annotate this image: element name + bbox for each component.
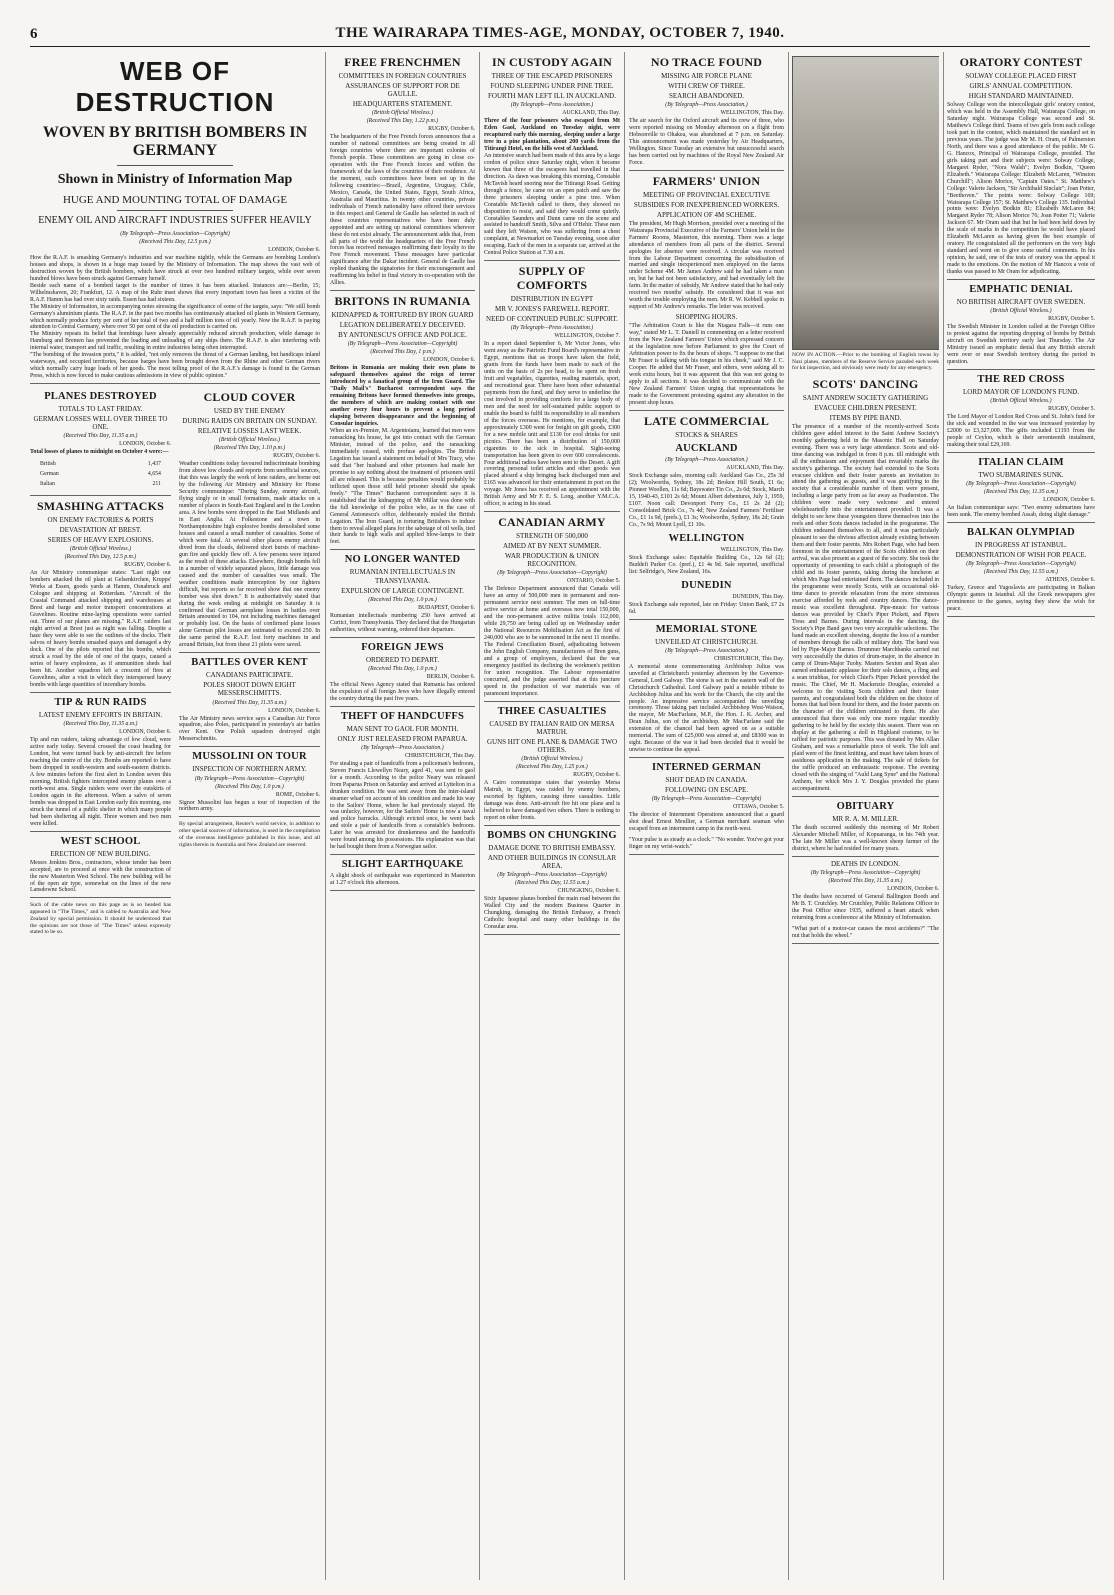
column-rule — [479, 52, 480, 1580]
article-subhead: RELATIVE LOSSES LAST WEEK. — [197, 427, 302, 436]
received-line: (Received This Day, 11.35 a.m.) — [984, 489, 1058, 496]
article-headline: MUSSOLINI ON TOUR — [192, 751, 307, 763]
paragraph: Beside each name of a bombed target is the number of times it has been attacked. Instances are:—Berlin, 15; Wilhelmshaven, 20; Frankfurt, 12. A map of the Ruhr inset shows that every important town has been a victim of the R.A.F. Hamm has had over sixty raids. Essen has had sixteen. — [30, 282, 320, 303]
article-subhead: USED BY THE ENEMY — [213, 407, 286, 416]
article-headline: SUPPLY OF COMFORTS — [516, 264, 588, 293]
dateline: DUNEDIN, This Day. — [732, 593, 784, 600]
paragraph: A Cairo communique states that yesterday Mersa Matruh, in Egypt, was raided by enemy bombers, escorted by fighters, causing three casualties. Little damage was done. Anti-aircraft fire hit one plane and is believed to have damaged two others. There is nothing to report on other fronts. — [484, 780, 620, 821]
paragraph: The Ministry of Information, in accompanying notes stressing the significance of some of the targets, says: "We still bomb Germany's aluminium plants. The R.A.F. in the past two months has continuously attacked oil plants in Western Germany, which normally produce forty per cent of her total of two and a half million tons of oil yearly. Now the R.A.F. is paying attention to Central Germany, where over 50 per cent of the oil production is carried on. — [30, 303, 320, 331]
article-headline: SMASHING ATTACKS — [36, 499, 165, 514]
table-cell: German — [40, 471, 59, 478]
article-subhead: SHOT DEAD IN CANADA. — [665, 776, 748, 785]
article-headline: DEATHS IN LONDON. — [830, 860, 901, 869]
column-1 — [30, 52, 320, 1580]
credit-line: (By Telegraph—Press Association.) — [510, 101, 594, 108]
dateline: ATHENS, October 6. — [1045, 577, 1095, 584]
dateline: ROME, October 6. — [275, 791, 320, 798]
dateline: LONDON, October 6. — [1043, 497, 1095, 504]
paragraph: Turkey, Greece and Yugoslavia are participating in Balkan Olympic games in Istanbul. All the Greek newspapers give prominence to the games, saying they show the wish for peace. — [947, 585, 1095, 613]
received-line: (Received This Day, 1.22 p.m.) — [366, 117, 439, 124]
article-headline: BATTLES OVER KENT — [191, 657, 308, 669]
article-subhead: DAMAGE DONE TO BRITISH EMBASSY. — [488, 843, 616, 852]
column-4 — [629, 52, 784, 1580]
sub-columns — [30, 387, 320, 941]
credit-line: (By Telegraph—Press Association.) — [361, 744, 444, 751]
article-subhead: ENEMY OIL AND AIRCRAFT INDUSTRIES SUFFER HEAVILY — [38, 214, 312, 226]
paragraph: The Lord Mayor of London Red Cross and St. John's fund for the sick and wounded in the war was increased yesterday by £2000 to £3,327,000. The gifts included £1193 from the people of Ceylon, which is their seventeenth instalment, making their total £29,169. — [947, 414, 1095, 449]
credit-line: (British Official Wireless.) — [990, 308, 1052, 315]
article-tip-and-run — [30, 697, 171, 832]
article-in-custody-again — [484, 56, 620, 261]
dateline: CHUNGKING, October 6. — [557, 888, 620, 895]
article-planes-destroyed — [30, 391, 171, 496]
paragraph: The Defence Department announced that Canada will have an army of 500,000 men in permanent and non-permanent service next summer. The men on full-time active service at home and overseas now total 150,000, and the non-permanent active militia totals 112,000, while 29,750 are being called up on Wednesday under the National Resources Mobilisation Act as the first of 240,000 who are to be summoned in the next 11 months. The Federal Conciliation Board, adjudicating between the John English Company, manufacturers of Bren guns, and a group of employees, declared that the war emergency justified its declining the workmen's petition for union recognition. The Labour representative concurred, and the judge asserted that at this juncture speed in the production of war materials was of paramount importance. — [484, 586, 620, 697]
section-heading: DUNEDIN — [681, 579, 732, 591]
table-cell: Italian — [40, 481, 55, 488]
article-headline: CANADIAN ARMY — [498, 515, 606, 530]
credit-line: (By Telegraph—Press Association.) — [510, 325, 594, 332]
paragraph: For stealing a pair of handcuffs from a policeman's bedroom, Steven Francis Llewellyn Neary, aged 41, was sent to gaol for a month. According to the police Neary was released from Paparua Prison on Saturday and arrived at Lyttelton in a drunken condition. He was sent away from the inter-island steamer wharf on account of his condition and made his way to the Sailors' Home, where he had previously stayed. He was unlucky, however, for the Sailors' Home is now a naval and police barracks. Although evicted once, he went back and stole a pair of handcuffs from a constable's bedroom. Later he was arrested for drunkenness and the handcuffs were found among his possessions. His explanation was that he had bought them from a Norwegian sailor. — [330, 760, 475, 851]
masthead — [30, 24, 1090, 47]
article-subhead: NEED OF CONTINUED PUBLIC SUPPORT. — [486, 315, 618, 323]
dateline: AUCKLAND, This Day. — [562, 109, 620, 116]
article-headline: CLOUD COVER — [203, 390, 296, 405]
article-subhead: POLES SHOOT DOWN EIGHT MESSERSCHMITTS. — [203, 681, 296, 698]
credit-line: (British Official Wireless.) — [371, 109, 434, 116]
dateline: RUGBY, October 6. — [124, 562, 171, 569]
paragraph: Signor Mussolini has begun a tour of inspection of the northern army. — [179, 799, 320, 813]
article-headline: NO TRACE FOUND — [650, 55, 763, 69]
paragraph: An Air Ministry communique states: "Last night our bombers attacked the oil plant at Gelsenkirchen, Krupps' Works at Essen, goods yards at Hamm, Osnabruck and Cologne and shipping at Rotterdam. "Aircraft of the Coastal Command attacked shipping and warehouses at Brest and barge and motor transport concentrations at Gravelines. Routine mine-laying operations were carried out. Three of our planes are missing." R.A.F. raiders last night arrived at Brest just as night was falling. Despite a haze they were able to see the outlines of the docks. Their salvos of heavy bombs smashed quays and damaged a dry dock. One of the pilots reported that his bombs, which struck a road by the side of one of the quays, caused a series of heavy explosions, as if ammunition sheds had been hit. Another squadron left a crescent of fires at Gravelines, after a visit in which they interspersed heavy bombs with large quantities of incendiary bombs. — [30, 570, 171, 688]
credit-line: (By Telegraph—Press Association—Copyright) — [347, 341, 458, 348]
article-subhead: LORD MAYOR OF LONDON'S FUND. — [963, 388, 1079, 397]
sub-column-right — [179, 387, 320, 941]
received-line: (Received This Day, 12.5 p.m.) — [64, 554, 137, 561]
article-subhead: CAUSED BY ITALIAN RAID ON MERSA MATRUH. — [489, 719, 615, 736]
divider — [117, 165, 233, 166]
paragraph: The director of Internment Operations announced that a guard shot dead Ernest Meullier, a German merchant seaman who escaped from an internment camp in the north-west. — [629, 812, 784, 833]
column-rule — [788, 52, 789, 1580]
paragraph: Three of the four prisoners who escaped from Mt Eden Gaol, Auckland on Tuesday night, were recaptured early this morning, sleeping under a large tree in a pine plantation, about 200 yards from the Titirangi Hotel, on the hills west of Auckland. — [484, 117, 620, 152]
column-rule — [325, 52, 326, 1580]
article-subhead: HIGH STANDARD MAINTAINED. — [968, 91, 1074, 100]
paragraph: A slight shock of earthquake was experienced in Masterton at 1.27 o'clock this afternoon. — [330, 873, 475, 887]
section-heading: WELLINGTON — [668, 532, 745, 544]
article-late-commercial — [629, 415, 784, 620]
article-subhead: CANADIANS PARTICIPATE. — [206, 671, 293, 680]
paragraph: Sixty Japanese planes bombed the main road between the Walled City and the modern Business Quarter in Chungking, damaging the British Embassy, a French Catholic hospital and many other buildings in the Consular area. — [484, 896, 620, 930]
article-headline: FREE FRENCHMEN — [344, 55, 461, 69]
credit-line: (By Telegraph—Press Association—Copyright) — [966, 561, 1076, 568]
received-line: (Received This Day, 1.10 p.m.) — [213, 445, 286, 452]
paragraph: The death occurred suddenly this morning of Mr Robert Alexander Mitchell Miller, of Kopuaranga, in his 74th year. The late Mr Miller was a well-known sheep farmer of the district, where he had resided for many years. — [792, 825, 939, 853]
dateline: LONDON, October 6. — [119, 441, 171, 448]
table-row — [39, 470, 162, 478]
article-subhead: RUMANIAN INTELLECTUALS IN TRANSYLVANIA. — [349, 568, 456, 585]
dateline: WELLINGTON, October 7. — [554, 333, 620, 340]
footnote: By special arrangement, Reuter's world service, in addition to other special sources of information, is used in the compilation of the overseas intelligence published in this issue, and all rights therein in Australia and New Zealand are reserved. — [179, 821, 320, 848]
credit-line: (British Official Wireless.) — [69, 546, 132, 553]
article-headline: ITALIAN CLAIM — [978, 457, 1064, 469]
column-rule — [624, 52, 625, 1580]
article-west-school — [30, 836, 171, 899]
article-subhead: LEGATION DELIBERATELY DECEIVED. — [339, 321, 466, 330]
article-headline: IN CUSTODY AGAIN — [492, 55, 612, 69]
paragraph: The deaths have occurred of General Ballington Booth and Mr B. T. Crutchley. Mr Crutchley, Public Relations Officer to the Post Office since 1935, suffered a heart attack when returning from a conference at the Ministry of Information. — [792, 894, 939, 921]
article-subhead: EXPULSION OF LARGE CONTINGENT. — [341, 586, 464, 595]
article-subhead: FOUND SLEEPING UNDER PINE TREE. — [490, 81, 614, 90]
paragraph: Britons in Rumania are making their own plans to safeguard themselves against the reign of terror introduced by a fanatical group of the Iron Guard. The "Daily Mail's" Bucharest correspondent says the remaining Britons have formed themselves into groups, the members of which are making contact with one another every four hours to prevent a long period elapsing between disappearance and the beginning of Consular inquiries. — [330, 365, 475, 427]
divider — [117, 210, 233, 211]
paragraph: Rumanian intellectuals numbering 250 have arrived at Curtici, from Transylvania. They declared that the Hungarian authorities, without warning, ordered their departure. — [330, 612, 475, 633]
article-subhead: IN PROGRESS AT ISTANBUL. — [975, 541, 1067, 550]
credit-line: (British Official Wireless.) — [990, 398, 1052, 405]
column-3 — [484, 52, 620, 1580]
sub-column-left — [30, 387, 171, 941]
credit-line: (By Telegraph—Press Association.) — [665, 456, 748, 463]
credit-line: (British Official Wireless.) — [521, 756, 583, 763]
received-line: (Received This Day, 12.5 p.m.) — [139, 238, 211, 245]
article-headline: BALKAN OLYMPIAD — [967, 527, 1075, 539]
table-row — [39, 480, 162, 488]
article-subhead: MR R. A. M. MILLER. — [832, 815, 899, 824]
article-subhead: UNVEILED AT CHRISTCHURCH. — [655, 637, 758, 646]
paragraph: "Your pulse is as steady as a clock." "No wonder. You've got your finger on my wrist-watch." — [629, 837, 784, 851]
credit-line: (By Telegraph—Press Association—Copyright) — [497, 570, 607, 577]
dateline: ONTARIO, October 5. — [567, 578, 620, 585]
credit-line: (By Telegraph—Press Association—Copyright) — [651, 796, 762, 803]
article-theft-of-handcuffs — [330, 711, 475, 856]
photo-caption: NOW IN ACTION.—Prior to the bombing of English towns by Nazi planes, members of the Reserve Service paraded each week for kit inspection, and obviously were ready for any emergency. — [792, 352, 939, 372]
article-slight-earthquake — [330, 859, 475, 891]
paragraph: An intensive search had been made of this area by a large cordon of police since Saturday night, when it became known that three of the escapees had travelled in that direction. As dawn was breaking this morning, Constable McTavish heard snoring near the Titirangi Road. Getting through a fence, he came on an open patch and saw the three prisoners sleeping under a pine tree. When Constable McTavish called to them, they showed no disposition to resist, and said they would come quietly. Constables Saunders and Dunn came on the scene and assisted to handcuff Smith, Silva and O'Hehir. These men said they left Watson, who was suffering from a chest complaint, at Newmarket on Tuesday evening, soon after escaping. Each of the men in a separate car, arrived at the Central Police Station at 7.30 a.m. — [484, 152, 620, 257]
article-headline: TIP & RUN RAIDS — [54, 696, 147, 708]
article-subhead: WOVEN BY BRITISH BOMBERS IN GERMANY — [42, 124, 308, 160]
article-subhead: DEMONSTRATION OF WISH FOR PEACE. — [955, 551, 1087, 560]
credit-line: (By Telegraph—Press Association—Copyright) — [120, 230, 230, 237]
received-line: (Received This Day, 11.35 a.m.) — [63, 720, 138, 727]
article-headline: WEB OF DESTRUCTION — [75, 56, 275, 117]
article-smashing-attacks — [30, 500, 171, 692]
paragraph: Weather conditions today favoured indiscriminate bombing from above low clouds and reports from unofficial sources, that this was largely the work of lone raiders, are borne out by the following Air Ministry and Ministry for Home Security communique: "During Sunday, enemy aircraft, flying singly or in small formations, made attacks on a number of places in South-East England and in the London area. A few bombs were dropped in the East Midlands and in East Anglia. At Folkestone and a town in Northamptonshire high explosive bombs demolished some houses and caused a small number of casualties. Some of which were fatal. At several other places enemy aircraft dived from the clouds, delivered short bursts of machine-gun fire and quickly flew off. A few persons were injured as the result of these attacks. Elsewhere, though bombs fell in a number of widely separated places, little damage was caused and the number of casualties was small. The weather conditions made interception by our fighters difficult, but reports so far received show that one enemy bomber was shot down." It is authoritatively stated that during the week ending at midnight on Saturday it is confirmed that German aeroplane losses in battles over Britain amounted to 104, not including machines damaged or probably lost. On the basis of confirmed plane losses alone German pilot losses are estimated to exceed 250. In the same period the R.A.F. lost forty machines in and around Britain, but from these 21 pilots were saved. — [179, 461, 320, 649]
article-subhead: TOTALS TO LAST FRIDAY. — [58, 405, 143, 414]
article-no-longer-wanted — [330, 554, 475, 637]
article-subhead: SEARCH ABANDONED. — [668, 91, 745, 100]
credit-line: (By Telegraph—Press Association.) — [665, 647, 748, 654]
newspaper-title: THE WAIRARAPA TIMES-AGE, MONDAY, OCTOBER 7, 1940. — [335, 25, 785, 41]
received-line: (Received This Day, 1.0 p.m.) — [215, 783, 284, 790]
paragraph: "The bombing of the invasion ports," it is added, "not only removes the threat of a German landing, but handicaps inland waterways, and occupied territories, because barges have been brought down from the Rhine and other German rivers which normally carry huge loads of her goods. The most telling proof of the R.A.F.'s damage is found in the German Press, which is now forced to make cautious admissions in view of public opinion." — [30, 352, 320, 380]
article-subhead: ONLY JUST RELEASED FROM PAPARUA. — [337, 734, 468, 743]
dateline: RUGBY, October 6. — [573, 772, 620, 779]
column-5 — [792, 52, 939, 1580]
paragraph: The official News Agency stated that Rumania has ordered the expulsion of all foreign Jews who have illegally entered the country during the past five years. — [330, 681, 475, 702]
article-deaths-in-london — [792, 860, 939, 944]
article-subhead: HEADQUARTERS STATEMENT. — [352, 99, 453, 108]
paragraph: Stock Exchange sales: Equitable Building Co., 12s 6d (2); Buddefi Parker Co. (pref.), £1 4s 9d. Sale reported, unofficial list: Selfridge's, New Zealand, 16s. — [629, 554, 784, 575]
received-line: (Received This Day, 11.55 a.m.) — [984, 569, 1058, 576]
article-headline: ORATORY CONTEST — [959, 55, 1083, 69]
dateline: RUGBY, October 5. — [1048, 316, 1095, 323]
article-free-frenchmen — [330, 56, 475, 291]
article-subhead: ORDERED TO DEPART. — [365, 655, 440, 664]
article-obituary — [792, 801, 939, 857]
dateline: RUGBY, October 5. — [1048, 406, 1095, 413]
received-line: (Received This Day, 1.0 p.m.) — [368, 665, 437, 672]
credit-line: (British Official Wireless.) — [218, 437, 281, 444]
dateline: RUGBY, October 6. — [428, 125, 475, 132]
received-line: (Received This Day, 11.35 a.m.) — [212, 699, 287, 706]
article-headline: SCOTS' DANCING — [812, 376, 919, 391]
article-headline: BOMBS ON CHUNGKING — [487, 829, 617, 841]
table-cell: British — [40, 461, 56, 468]
section-heading: AUCKLAND — [675, 442, 738, 454]
article-subhead: THREE OF THE ESCAPED PRISONERS — [491, 71, 613, 80]
paragraph: The air search for the Oxford aircraft and its crew of three, who were reported missing on Monday afternoon on a flight from Hobsonville to Ohakea, was abandoned at 7 p.m. on Saturday. This announcement was made yesterday by Air Headquarters, Wellington. Since Tuesday an extensive but unsuccessful search has been carried out by machines of the Royal New Zealand Air Force. — [629, 117, 784, 166]
dateline: BUDAPEST, October 6. — [418, 604, 475, 611]
article-headline: FARMERS' UNION — [652, 173, 761, 188]
article-subhead: EVACUEE CHILDREN PRESENT. — [814, 403, 917, 412]
paragraph: Stock Exchange sale reported, late on Friday: Union Bank, £7 2s 6d. — [629, 601, 784, 615]
credit-line: (By Telegraph—Press Association—Copyright) — [497, 872, 607, 879]
paragraph: Total losses of planes to midnight on October 4 were:— — [30, 449, 169, 456]
article-emphatic-denial — [947, 284, 1095, 370]
received-line: (Received This Day, 11.55 a.m.) — [515, 880, 589, 887]
paragraph: When an ex-Premier, M. Argentoianu, learned that men were ransacking his house, he got into contact with the German Minister, instead of the police, and the ransacking immediately ceased, with profuse apologies. The British Legation has issued a statement on behalf of Mrs Tracy, who said that "her husband and other prisoners had made her promise to say nothing about the treatment of prisoners until all are released. This is because penalties would probably be inflicted upon those still held prisoner should she speak freely." "The Times" Bucharest correspondent says it is established that the kidnapping of Mr Millar was done with the full knowledge of the police who, as in the case of General Antonescu's office, deliberately misled the British Legation. The Iron Guard, in torturing Britishers to induce them to reveal alleged plans for the sabotage of oil wells, tied their hands to high walls and applied blow-lamps to their feet. — [330, 427, 475, 546]
received-line: (Received This Day, 1 p.m.) — [370, 349, 435, 356]
article-headline: THEFT OF HANDCUFFS — [340, 710, 465, 722]
table-cell: 211 — [152, 481, 161, 488]
paragraph: The Air Ministry news service says a Canadian Air Force squadron, also Poles, participated in yesterday's air battles over Kent. One Polish squadron destroyed eight Messerschmitts. — [179, 715, 320, 743]
received-line: (Received This Day, 1.25 p.m.) — [516, 764, 588, 771]
article-subhead: TWO SUBMARINES SUNK. — [978, 471, 1064, 480]
article-headline: OBITUARY — [836, 801, 895, 813]
paragraph: "What part of a motor-car causes the most accidents?" "The nut that holds the wheel." — [792, 925, 939, 939]
paragraph: Stock Exchange sales, morning call: Auckland Gas Co., 25s 3d (2); Woolworths, Sydney, 18s 2d; Broken Hill South, £1 6s; Pioneer Woollen, 11s 6d; Bayswater Tin Co., 2s 6d; Stock, March 15, 1940-43, £101 2s 6d; Mount Albert debentures, July 1, 1959, £107. Noon call: Devonport Ferry Co., £1 2s 2d (2); Consolidated Brick Co., 7s 4d; New Zealand Farmers' Fertiliser Co., £1 1s 9d, (prefs.), £1 3s; Woolworths, Sydney, 18s 2d; Grain Co., 7s 9d; Mount Lyell, £1 10s. — [629, 472, 784, 528]
article-three-casualties — [484, 706, 620, 826]
article-subhead: SHOPPING HOURS. — [675, 313, 738, 322]
article-subhead: MISSING AIR FORCE PLANE — [661, 71, 752, 80]
paragraph: The president, Mr Hugh Morrison, presided over a meeting of the Wairarapa Provincial Executive of the Farmers' Union held in the Farmers' Rooms, Masterton, this morning. There was a large attendance of members from all parts of the district. Several apologies for absence were received. A circular was received from the Labour Department concerning the subsidisation of married and single inexperienced men employed on the farms under Scheme 4M. Mr James Andrew said he had taken a man on, but he had not been satisfactory, and had eventually left the farm. In the matter of subsidy, Mr Andrew stated that he had only received two months' subsidy. He considered that it was not worth the trouble employing the men. Mr R. W. Kebbell spoke in support of Mr Andrew's remarks. The letter was received. — [629, 220, 784, 311]
article-scots-dancing — [792, 378, 939, 797]
paragraph: A memorial stone commemorating Archbishop Julius was unveiled at Christchurch yesterday afternoon by the Governor-General, Lord Galway. The stone is set in the eastern wall of the Christchurch Cathedral. Lord Galway paid a notable tribute to Archbishop Julius and his work for the Church, the city and the people. An impressive service accompanied the unveiling ceremony. Those taking part included Archbishop West-Watson, the mayor, Mr MacFarlane, M.P., the Hon. J. K. Archer, and Dean Julius, son of the archbishop. Mr MacFarlane said the extension of the chancel had been agreed on as a suitable memorial. The sum of £25,000 was aimed at, and £8300 was in sight. Because of the war it had been decided that it would be unwise to continue the appeal. — [629, 663, 784, 754]
article-web-of-destruction — [30, 56, 320, 384]
dateline: LONDON, October 6. — [423, 357, 475, 364]
paragraph: In a report dated September 6, Mr Victor Jones, who went away as the Patriotic Fund Board's representative in Egypt, mentions that as troops have taken the field, grants from the funds have been made to each of the units on the basis of 2s per head, to be spent on fresh fruit and vegetables, cigarettes, reading materials, sport, and recreational gear. There have been other substantial payments from the fund, and they serve to underline the cost involved in providing comforts for a large body of men and the need for self-sustained public support to enable the board to fulfil its responsibility to all members of the forces overseas. He mentions, for example, that approximately £300 went for freight on gift goods, £300 for a new mobile unit and £130 for cool drinks for unit picnics. There has been a distribution of 150,000 cigarettes to the sick in hospital. Sight-seeing transportation has been given to over 600 convalescents. Four additional radios have been sent to the Desert. A gift covering personal toilet articles and other goods was placed aboard a ship bringing back discharged men and £165 was advanced for their entertainment in port on the voyage. Mr Jones has received an appointment with the British Army and Mr F. E. S. Long, another Y.M.C.A. officer, is acting in his stead. — [484, 341, 620, 508]
article-subhead: NO BRITISH AIRCRAFT OVER SWEDEN. — [956, 298, 1086, 307]
article-foreign-jews — [330, 642, 475, 707]
dateline: RUGBY, October 6. — [273, 453, 320, 460]
article-subhead: HUGE AND MOUNTING TOTAL OF DAMAGE — [62, 193, 288, 206]
paragraph: The headquarters of the Free French forces announces that a number of national committees are being created in all foreign countries where there are important colonies of French people. These committees are going in close co-operation with the Free French forces and within the framework of the laws of the countries of their residence. At the moment, such committees have been set up in the following countries:—Brazil, Argentine, Uruguay, Chile, Mexico, Canada, the United States, Egypt, South Africa, Australia and Mauritius. In twenty other countries, private individuals of French nationality have offered their services in this respect and General de Gaulle has selected in each of these countries representatives who have been duly appointed and are setting up national committees wherever these do not exist already. The announcement adds that, from all parts of the world the headquarters of the Free French forces has received messages reaffirming their loyalty to the Free French movement. These messages have particular significance after the Dakar incident. General de Gaulle has replied thanking the signatories for their encouragement and reaffirming his belief in final victory in co-operation with the Allies. — [330, 133, 475, 287]
article-subhead: ERECTION OF NEW BUILDING. — [50, 849, 151, 858]
article-subhead: ASSURANCES OF SUPPORT FOR DE GAULLE. — [345, 81, 460, 98]
article-britons-in-rumania — [330, 295, 475, 550]
article-subhead: GERMAN LOSSES WELL OVER THREE TO ONE. — [33, 415, 168, 432]
dateline: LONDON, October 6. — [119, 728, 171, 735]
received-line: (Received This Day, 11.35 a.m.) — [828, 878, 903, 885]
article-italian-claim — [947, 457, 1095, 523]
article-subhead: APPLICATION OF 4M SCHEME. — [656, 210, 757, 219]
article-subhead: WAR PRODUCTION & UNION RECOGNITION. — [505, 552, 599, 569]
news-photo — [792, 56, 939, 350]
paragraph: An Italian communique says: "Two enemy submarines have been sunk. The enemy bombed Assab, doing slight damage." — [947, 505, 1095, 519]
article-subhead: SUBSIDIES FOR INEXPERIENCED WORKERS. — [633, 200, 780, 209]
credit-line: (By Telegraph—Press Association—Copyright) — [810, 870, 921, 877]
article-headline: PLANES DESTROYED — [44, 391, 157, 403]
article-subhead: INSPECTION OF NORTHERN ARMY. — [192, 765, 307, 774]
article-subhead: STRENGTH OF 500,000 — [516, 532, 588, 541]
article-no-trace-found — [629, 56, 784, 171]
article-headline: SLIGHT EARTHQUAKE — [341, 859, 464, 871]
table-row — [39, 460, 162, 468]
article-subhead: GIRLS' ANNUAL COMPETITION. — [969, 81, 1073, 90]
article-subhead: SOLWAY COLLEGE PLACED FIRST — [965, 71, 1077, 80]
dateline: LONDON, October 6. — [887, 886, 939, 893]
article-battles-over-kent — [179, 657, 320, 747]
credit-line: (By Telegraph—Press Association—Copyright) — [966, 481, 1076, 488]
article-subhead: DISTRIBUTION IN EGYPT — [510, 294, 594, 303]
article-subhead: AIMED AT BY NEXT SUMMER. — [502, 542, 602, 551]
credit-line: (By Telegraph—Press Association—Copyright) — [194, 775, 305, 782]
article-subhead: SERIES OF HEAVY EXPLOSIONS. — [47, 536, 154, 545]
dateline: LONDON, October 6. — [268, 246, 320, 253]
article-subhead: WITH CREW OF THREE. — [668, 81, 745, 90]
article-subhead: SAINT ANDREW SOCIETY GATHERING — [802, 393, 929, 402]
received-line: (Received This Day, 11.35 a.m.) — [63, 433, 138, 440]
article-headline: THREE CASUALTIES — [497, 705, 607, 717]
article-oratory-contest — [947, 56, 1095, 280]
credit-line: (By Telegraph—Press Association.) — [665, 101, 748, 108]
article-headline: THE RED CROSS — [977, 374, 1065, 386]
column-6 — [947, 52, 1095, 1580]
dateline: WELLINGTON, This Day. — [720, 109, 784, 116]
table-cell: 4,654 — [147, 471, 161, 478]
article-subhead: KIDNAPPED & TORTURED BY IRON GUARD — [331, 311, 474, 320]
article-subhead: ITEMS BY PIPE BAND. — [829, 413, 902, 422]
article-headline: LATE COMMERCIAL — [643, 413, 770, 428]
dateline: AUCKLAND, This Day. — [726, 464, 784, 471]
dateline: BERLIN, October 6. — [426, 673, 475, 680]
paragraph: Tip and run raiders, taking advantage of low cloud, were active early today. Several crossed the coast heading for London, but were turned back by anti-aircraft fire before reaching the centre of the city. Bombs are reported to have been dropped in south-western and south-eastern districts. A few minutes before the first alert in London seven this morning, British fighters intercepted enemy planes over a north-west area. Single raiders were over the outskirts of London again in the afternoon. When a salvo of seven bombs was dropped in East London early this morning, one struck the tunnel of a public shelter in which many people had been sheltering all night. Three women and two men were killed. — [30, 736, 171, 827]
article-red-cross — [947, 374, 1095, 453]
paragraph: Messrs Jenkins Bros., contractors, whose tender has been accepted, are to proceed at once with the construction of the new Masterton West School. The new building will be of the open air type, somewhat on the lines of the new Lansdowne School. — [30, 859, 171, 894]
paragraph: "The Arbitration Court is like the Niagara Falls—it runs one way," stated Mr L. T. Daniell in commenting on a letter received from the New Zealand Farmers' Union which expressed concern at the legislation now before Parliament to give the Court of Arbitration power to fix the hours of shops. "I suppose to me that Mr Fraser is talking with his tongue in his cheek," said Mr J. C. Cooper. He added that Mr Fraser, and others, were asking all to work extra hours, but it was apparent that this was not going to apply to all sections. It was decided to communicate with the New Zealand Farmers' Union urging that representations be made to the Government protesting against any alteration in the present shop hours. — [629, 323, 784, 406]
article-mussolini-on-tour — [179, 751, 320, 817]
paragraph: How the R.A.F. is smashing Germany's industries and war machine nightly, while the Germans are bombing London's houses and shops, is shown in a huge map issued by the Ministry of Information. The map shows the vast web of destruction woven by the British bombers, which have struck at over two hundred military targets, while over seven hundred blows have been struck against Germany herself. — [30, 254, 320, 282]
table-cell: 1,437 — [147, 461, 161, 468]
article-headline: INTERNED GERMAN — [652, 762, 761, 774]
article-subhead: MEETING OF PROVINCIAL EXECUTIVE — [642, 190, 771, 199]
article-subhead: STOCKS & SHARES — [675, 430, 738, 439]
article-subhead: MR V. JONES'S FAREWELL REPORT. — [494, 304, 610, 313]
dateline: CHRISTCHURCH, This Day. — [713, 655, 784, 662]
article-subhead: FOLLOWING ON ESCAPE. — [664, 786, 749, 795]
article-memorial-stone — [629, 624, 784, 759]
paragraph: The Ministry repeats its belief that bombings have already appreciably reduced aircraft production, while damage to Hamburg and Bremen has prevented the loading and unloading of any ships there. The R.A.F. is also interfering with internal water, transport and rail traffic, resulting in entire industries being often interrupted. — [30, 331, 320, 352]
article-subhead: DEVASTATION AT BREST. — [59, 526, 142, 535]
article-subhead: Shown in Ministry of Information Map — [57, 171, 293, 187]
dateline: CHRISTCHURCH, This Day. — [404, 752, 475, 759]
paragraph: The presence of a number of the recently-arrived Scots children gave added interest to the Saint Andrew Society's monthly gathering held in the Masonic Hall on Saturday evening. There was a very large attendance. Scots and old-time dancing was indulged in from 8 p.m. till midnight with all the enthusiasm and enjoyment that invariably marks the society's gatherings. The society had extended to the Scots evacuee children and their foster parents an invitation to attend the gathering as guests, and it was gratifying to the society that a considerable number of them were present, including a large party from as far away as Featherston. The children were made very welcome and entered wholeheartedly into the entertainment provided. It was a delight to see how these youngsters threw themselves into the reels and other Scots dances included in the programme. The children endeared themselves to all, and it was particularly pleasant to see the obvious affection already existing between them and their foster parents. Mrs Robert Page, who had been foremost in the entertainment of the Scots children on their arrival, was also present as a guest of the society. She took the opportunity of presenting to each child a photograph of the child and its foster parents, taking during the luncheon at which Mrs Page had entertained them. The dances included in the programme were mostly Scots, with an occasional old-time dance to provide relaxation from the more strenuous exercise afforded by reels and country dances. The dance-music was excellent throughout. Pipe-music for various dances was provided by Chief's Piper Pickett, and Pipers Tress and Barnes. During intervals in the dancing, the Society's Pipe Band gave two very acceptable selections. The band made an excellent showing, despite the loss of a number of members through the calls of military duty. The band was led by Pipe-Major Barnes. Drummer Marchbanks carried out very successfully the duties of drum-major, in the absence in camp of Drum-Major Tuohy. Masters Sexton and Ryan also earned enthusiastic applause for their solo dances, a fling and a sean triubhas, for which Chief's Piper Pickett provided the music. The Chief, Mr H. Mackenzie Douglas, extended a welcome to the visiting Scots children and their foster parents, and congratulated both the children on the choice of homes that had been found for them, and the foster parents on the character of the children entrusted to them. He also announced that there was only one more regular monthly gathering to be held by the society this season. There was on display at the gathering a doll in Highland costume, to be raffled for patriotic purposes. This was donated by Mrs Allan Graham, and was a remarkable piece of work. The kilt and plaid were of the finest knitting, and must have taken hours of assiduous application in the making. The sale of tickets for the raffle produced an enthusiastic response. The evening closed with the singing of "Auld Lang Syne" and the National Anthem, for which Mrs J. Y. Douglas provided the piano accompaniment. — [792, 423, 939, 793]
article-headline: NO LONGER WANTED — [344, 554, 461, 566]
losses-table — [37, 458, 164, 490]
dateline: OTTAWA, October 5. — [733, 804, 784, 811]
article-subhead: BY ANTONESCU'S OFFICE AND POLICE. — [338, 331, 467, 340]
column-rule — [943, 52, 944, 1580]
article-balkan-olympiad — [947, 527, 1095, 617]
dateline: WELLINGTON, This Day. — [720, 546, 784, 553]
dateline: LONDON, October 6. — [268, 707, 320, 714]
article-headline: WEST SCHOOL — [60, 835, 141, 847]
article-farmers-union — [629, 175, 784, 411]
article-subhead: GUNS HIT ONE PLANE & DAMAGE TWO OTHERS. — [486, 737, 617, 754]
article-headline: BRITONS IN RUMANIA — [334, 294, 471, 309]
article-bombs-on-chungking — [484, 830, 620, 935]
article-subhead: DURING RAIDS ON BRITAIN ON SUNDAY. — [182, 417, 317, 426]
article-subhead: AND OTHER BUILDINGS IN CONSULAR AREA. — [487, 853, 617, 870]
page-number: 6 — [30, 26, 38, 42]
paragraph: The Swedish Minister in London called at the Foreign Office to protest against the reporting dropping of bombs by British aircraft on Swedish territory early last Thursday. The Air Ministry issued an emphatic denial that any British aircraft were over or near Swedish territory during the period in question. — [947, 324, 1095, 366]
paragraph: Solway College won the intercollegiate girls' oratory contest, which was held in the Assembly Hall, Wairarapa College, on Saturday night. Wairarapa College was second and St. Matthew's College third. Teams of two girls from each college took part in the contest, which maintained the standard set in previous years. The judge was Mr M. H. Oram, of Palmerston North, and there was a good attendance of the public. Mr G. G. Hancox, Principal of Wairarapa College, presided. The girls taking part and their subjects were: Solway College, Margaret Ryder, "Nora Walsh"; Evelyn Bodkin, "Queen Elizabeth." Wairarapa College: Elizabeth McLaren, "Winston Churchill"; Alison Morice, "Captain Oates." St. Matthew's College: Valerie Jackson, "Sir Archibald Sinclair"; Joan Potter, "Beethoven." The points were: Solway College 169; Wairarapa College 157; St. Matthew's College 135. Individual points were: Evelyn Bodkin 81; Elizabeth McLaren 84; Margaret Ryder 78; Alison Morice 76; Joan Potter 71; Valerie Jackson 67. Mr Oram said that but he had been held down by the scale of marks in the competition he would have placed Elizabeth McLaren as having given the best example of oratory. He congratulated all the performers on the very high standard and went on to give some useful comments. In his opinion, he said, one of the tests of oratory was the appeal it made to the emotions. On the motion of Mr Hancox a vote of thanks was passed to Mr Oram for adjudicating. — [947, 101, 1095, 276]
column-2 — [330, 52, 475, 1580]
article-canadian-army — [484, 516, 620, 701]
article-cloud-cover — [179, 391, 320, 653]
article-headline: MEMORIAL STONE — [655, 623, 758, 635]
received-line: (Received This Day, 1.0 p.m.) — [368, 596, 437, 603]
footnote: Such of the cable news on this page as is so headed has appeared in "The Times," and is cabled to Australia and New Zealand by special permission. It should be understood that the opinions are not those of "The Times" unless expressly stated to be so. — [30, 902, 171, 936]
article-headline: EMPHATIC DENIAL — [969, 284, 1073, 296]
article-interned-german — [629, 762, 784, 855]
article-headline: FOREIGN JEWS — [361, 641, 444, 653]
article-supply-of-comforts — [484, 265, 620, 512]
article-subhead: MAN SENT TO GAOL FOR MONTH. — [346, 724, 459, 733]
article-subhead: FOURTH MAN LEFT ILL IN AUCKLAND. — [488, 91, 616, 100]
article-subhead: COMMITTEES IN FOREIGN COUNTRIES — [338, 71, 467, 80]
article-subhead: ON ENEMY FACTORIES & PORTS — [47, 516, 154, 525]
article-subhead: LATEST ENEMY EFFORTS IN BRITAIN. — [38, 710, 163, 719]
